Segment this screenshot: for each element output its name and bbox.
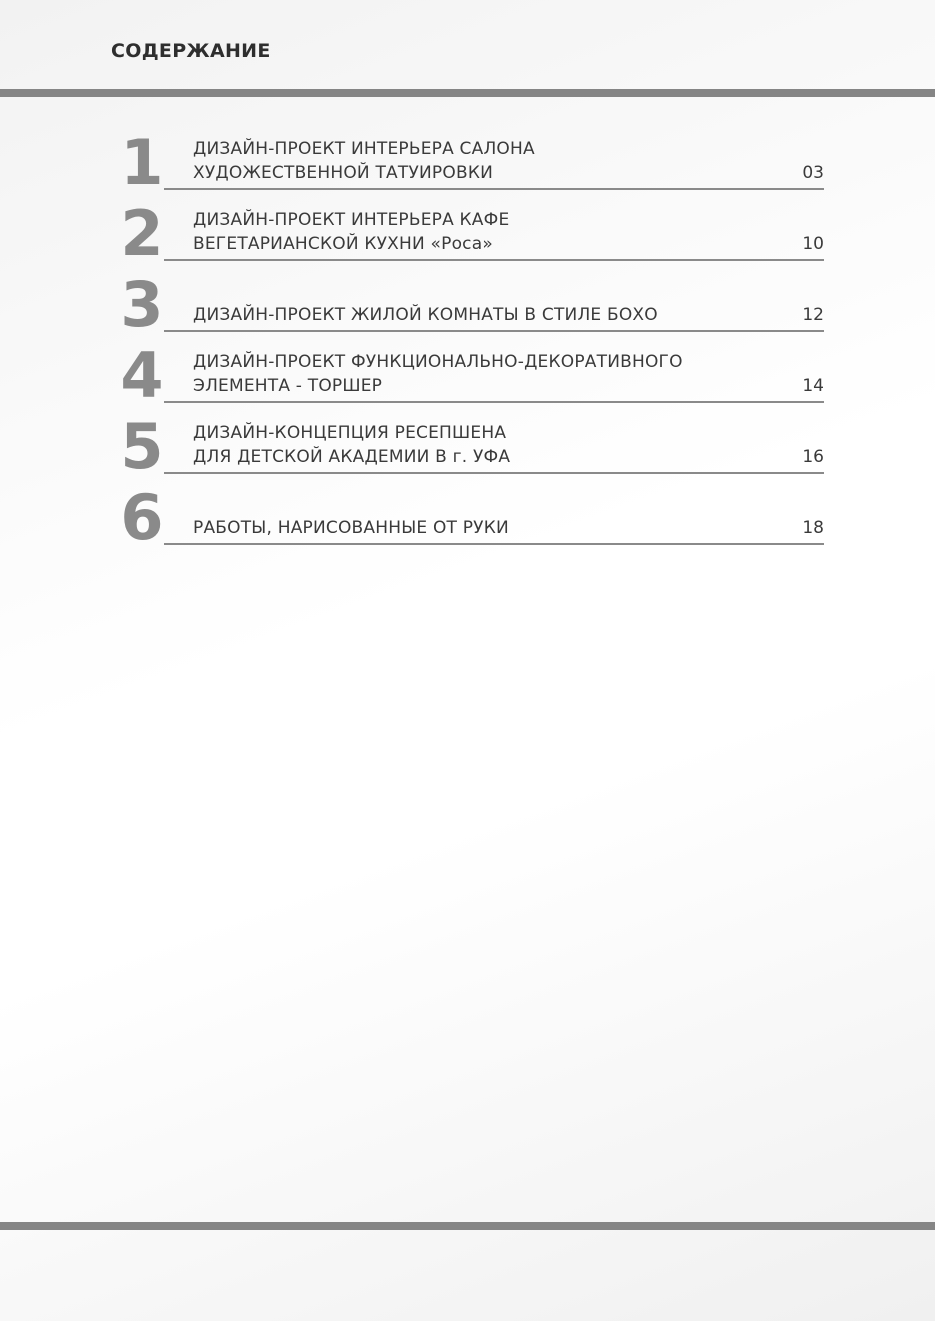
toc-entry-5[interactable] — [112, 403, 824, 483]
toc-title-line: РАБОТЫ, НАРИСОВАННЫЕ ОТ РУКИ — [193, 518, 509, 538]
toc-title — [193, 350, 683, 398]
toc-entry-4[interactable] — [112, 332, 824, 412]
toc-page-number: 03 — [802, 163, 824, 183]
page-title: СОДЕРЖАНИЕ — [111, 40, 271, 62]
toc-title-line: ДИЗАЙН-КОНЦЕПЦИЯ РЕСЕПШЕНА — [193, 423, 507, 443]
toc-title-line: ДИЗАЙН-ПРОЕКТ ЖИЛОЙ КОМНАТЫ В СТИЛЕ БОХО — [193, 305, 658, 325]
toc-page-number: 14 — [802, 376, 824, 396]
toc-title — [193, 516, 509, 540]
toc-underline — [164, 543, 824, 545]
toc-title — [193, 137, 535, 185]
toc-number: 2 — [120, 197, 164, 270]
toc-title-line: ЭЛЕМЕНТА - ТОРШЕР — [193, 376, 383, 396]
toc-number: 6 — [120, 481, 164, 554]
toc-title-line: ДИЗАЙН-ПРОЕКТ ФУНКЦИОНАЛЬНО-ДЕКОРАТИВНОГО — [193, 352, 683, 372]
toc-number: 5 — [120, 410, 164, 483]
toc-title-line: ДЛЯ ДЕТСКОЙ АКАДЕМИИ В г. УФА — [193, 447, 511, 467]
toc-title-line: ХУДОЖЕСТВЕННОЙ ТАТУИРОВКИ — [193, 163, 494, 183]
toc-page-number: 12 — [802, 305, 824, 325]
top-divider-bar — [0, 89, 935, 97]
toc-entry-6[interactable] — [112, 474, 824, 554]
toc-number: 3 — [120, 268, 164, 341]
toc-title — [193, 303, 658, 327]
toc-title-line: ВЕГЕТАРИАНСКОЙ КУХНИ «Роса» — [193, 234, 493, 254]
toc-title — [193, 208, 509, 256]
toc-page-number: 10 — [802, 234, 824, 254]
bottom-divider-bar — [0, 1222, 935, 1230]
toc-number: 1 — [120, 126, 164, 199]
toc-entry-1[interactable] — [112, 119, 824, 199]
toc-title-line: ДИЗАЙН-ПРОЕКТ ИНТЕРЬЕРА САЛОНА — [193, 139, 535, 159]
toc-page-number: 16 — [802, 447, 824, 467]
toc-entry-2[interactable] — [112, 190, 824, 270]
toc-title — [193, 421, 510, 469]
toc-entry-3[interactable] — [112, 261, 824, 341]
toc-number: 4 — [120, 339, 164, 412]
toc-title-line: ДИЗАЙН-ПРОЕКТ ИНТЕРЬЕРА КАФЕ — [193, 210, 510, 230]
toc-page-number: 18 — [802, 518, 824, 538]
